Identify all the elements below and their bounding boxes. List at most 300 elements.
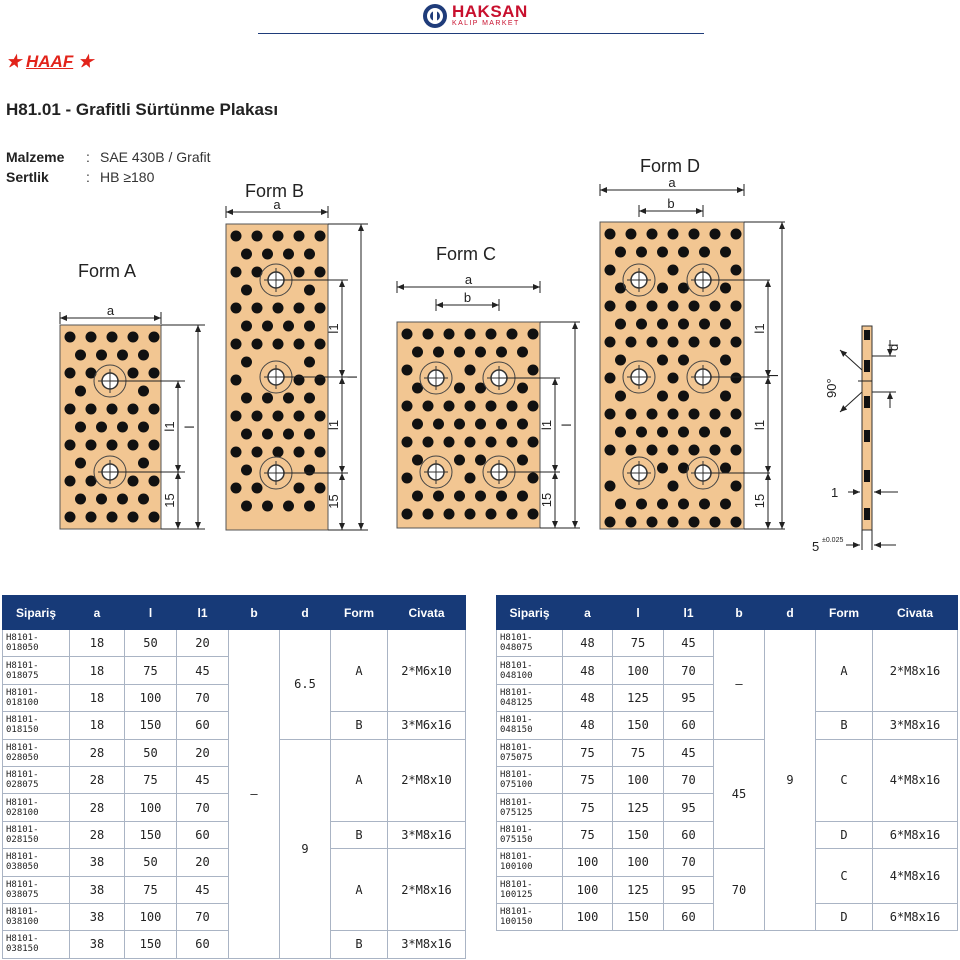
graphite-dot: [636, 247, 647, 258]
graphite-dot: [231, 303, 242, 314]
table-cell: 18: [70, 657, 125, 684]
graphite-dot: [710, 229, 721, 240]
graphite-dot: [412, 491, 423, 502]
dim-1-label: 1: [831, 485, 839, 500]
product-title: H81.01 - Grafitli Sürtünme Plakası: [6, 100, 279, 119]
technical-drawing: [0, 150, 960, 570]
colon: :: [86, 169, 90, 185]
table-cell: 75: [125, 766, 177, 793]
dimension-label: 15: [752, 493, 767, 509]
graphite-dot: [731, 265, 742, 276]
column-header: b: [229, 596, 280, 630]
table-cell: 9: [765, 630, 816, 931]
graphite-dot: [252, 303, 263, 314]
table-cell: 150: [613, 903, 664, 930]
order-table-right: [496, 595, 958, 931]
table-cell: 3*M8x16: [388, 931, 466, 958]
graphite-dot: [231, 375, 242, 386]
brand-logo: [6, 52, 93, 72]
graphite-dot: [138, 386, 149, 397]
graphite-dot: [710, 445, 721, 456]
graphite-dot: [636, 499, 647, 510]
table-cell: 9: [280, 739, 331, 958]
graphite-dot: [657, 355, 668, 366]
table-cell: 38: [70, 931, 125, 958]
graphite-dot: [496, 491, 507, 502]
table-cell: 28: [70, 794, 125, 821]
dimension-label: a: [273, 197, 281, 212]
graphite-dot: [517, 491, 528, 502]
graphite-dot: [636, 319, 647, 330]
graphite-dot: [107, 404, 118, 415]
table-cell: 3*M8x16: [873, 712, 958, 739]
table-cell: 2*M6x10: [388, 630, 466, 712]
table-cell: 95: [664, 876, 714, 903]
graphite-dot: [241, 285, 252, 296]
graphite-dot: [668, 229, 679, 240]
graphite-dot: [720, 319, 731, 330]
graphite-dot: [668, 445, 679, 456]
order-code-cell: H8101-075150: [497, 821, 563, 848]
graphite-dot: [626, 301, 637, 312]
order-code-cell: H8101-018100: [3, 684, 70, 711]
graphite-dot: [241, 321, 252, 332]
table-cell: 125: [613, 684, 664, 711]
graphite-dot: [444, 509, 455, 520]
order-code-cell: H8101-018150: [3, 712, 70, 739]
table-cell: 100: [563, 903, 613, 930]
graphite-dot: [710, 337, 721, 348]
graphite-dot: [273, 303, 284, 314]
order-code-cell: H8101-018050: [3, 630, 70, 657]
graphite-dot: [626, 517, 637, 528]
graphite-dot: [605, 265, 616, 276]
table-cell: A: [331, 630, 388, 712]
table-cell: 2*M8x10: [388, 739, 466, 821]
graphite-dot: [304, 321, 315, 332]
graphite-dot: [412, 419, 423, 430]
graphite-dot: [273, 339, 284, 350]
graphite-dot: [149, 332, 160, 343]
graphite-dot: [273, 411, 284, 422]
graphite-dot: [528, 473, 539, 484]
graphite-dot: [507, 329, 518, 340]
graphite-dot: [262, 501, 273, 512]
graphite-dot: [231, 483, 242, 494]
graphite-dot: [149, 368, 160, 379]
order-table-left: [2, 595, 466, 959]
column-header: b: [714, 596, 765, 630]
graphite-dot: [668, 409, 679, 420]
graphite-dot: [528, 509, 539, 520]
bolt-hole-icon: [623, 457, 655, 489]
table-cell: 75: [563, 766, 613, 793]
dimension-label: l1: [752, 419, 767, 431]
graphite-dot: [241, 465, 252, 476]
graphite-dot: [496, 419, 507, 430]
table-cell: 75: [563, 821, 613, 848]
table-cell: B: [816, 712, 873, 739]
graphite-dot: [241, 249, 252, 260]
graphite-dot: [657, 319, 668, 330]
graphite-dot: [86, 512, 97, 523]
table-cell: 18: [70, 684, 125, 711]
graphite-dot: [412, 455, 423, 466]
table-cell: 100: [125, 903, 177, 930]
graphite-dot: [304, 249, 315, 260]
column-header: a: [563, 596, 613, 630]
table-cell: 70: [664, 849, 714, 876]
graphite-dot: [128, 512, 139, 523]
table-cell: 100: [613, 657, 664, 684]
table-row: [497, 630, 958, 657]
table-cell: 18: [70, 630, 125, 657]
graphite-dot: [315, 339, 326, 350]
graphite-dot: [444, 329, 455, 340]
graphite-dot: [75, 494, 86, 505]
table-cell: 6.5: [280, 630, 331, 740]
graphite-dot: [636, 427, 647, 438]
graphite-dot: [304, 501, 315, 512]
graphite-dot: [423, 401, 434, 412]
graphite-dot: [96, 350, 107, 361]
column-header: l: [125, 596, 177, 630]
order-code-cell: H8101-048125: [497, 684, 563, 711]
graphite-dot: [128, 332, 139, 343]
graphite-dot: [507, 509, 518, 520]
graphite-dot: [699, 319, 710, 330]
column-header: l1: [664, 596, 714, 630]
dimension-label: a: [668, 175, 676, 190]
graphite-dot: [117, 422, 128, 433]
graphite-dot: [149, 404, 160, 415]
graphite-dot: [315, 411, 326, 422]
graphite-dot: [315, 231, 326, 242]
graphite-dot: [402, 401, 413, 412]
table-cell: 95: [664, 684, 714, 711]
graphite-dot: [149, 476, 160, 487]
order-code-cell: H8101-075100: [497, 766, 563, 793]
header-divider: [258, 33, 704, 34]
graphite-dot: [517, 455, 528, 466]
bolt-hole-icon: [623, 361, 655, 393]
graphite-dot: [315, 267, 326, 278]
column-header: Sipariş: [497, 596, 563, 630]
graphite-dot: [647, 517, 658, 528]
table-cell: 100: [125, 794, 177, 821]
table-cell: 45: [664, 630, 714, 657]
table-cell: 28: [70, 739, 125, 766]
table-cell: 50: [125, 739, 177, 766]
dimension-label: l: [345, 375, 360, 379]
form-a-label: Form A: [78, 261, 137, 281]
graphite-dot: [486, 437, 497, 448]
dimension-label: l1: [326, 419, 341, 431]
table-cell: 60: [664, 821, 714, 848]
dimension-label: a: [464, 272, 473, 287]
graphite-dot: [720, 283, 731, 294]
order-code-cell: H8101-038050: [3, 849, 70, 876]
graphite-dot: [241, 357, 252, 368]
graphite-dot: [304, 285, 315, 296]
graphite-dot: [294, 411, 305, 422]
graphite-dot: [252, 339, 263, 350]
graphite-dot: [507, 401, 518, 412]
graphite-dot: [668, 481, 679, 492]
table-cell: 45: [177, 766, 229, 793]
form-b-label: Form B: [245, 181, 305, 201]
graphite-dot: [402, 329, 413, 340]
graphite-dot: [689, 301, 700, 312]
order-code-cell: H8101-100125: [497, 876, 563, 903]
dim-5-label: 5: [812, 539, 820, 554]
graphite-dot: [507, 437, 518, 448]
graphite-dot: [412, 347, 423, 358]
table-cell: 60: [177, 712, 229, 739]
graphite-dot: [86, 404, 97, 415]
graphite-dot: [75, 350, 86, 361]
column-header: Sipariş: [3, 596, 70, 630]
graphite-dot: [241, 393, 252, 404]
graphite-dot: [517, 347, 528, 358]
table-cell: 38: [70, 876, 125, 903]
graphite-dot: [678, 319, 689, 330]
graphite-dot: [689, 517, 700, 528]
graphite-dot: [517, 419, 528, 430]
graphite-dot: [626, 445, 637, 456]
dimension-label: l1: [162, 421, 177, 432]
table-cell: 100: [125, 684, 177, 711]
dimension-label: 15: [539, 492, 554, 508]
table-cell: 45: [177, 657, 229, 684]
table-cell: D: [816, 903, 873, 930]
graphite-dot: [615, 499, 626, 510]
graphite-dot: [699, 427, 710, 438]
table-cell: C: [816, 849, 873, 904]
order-code-cell: H8101-028100: [3, 794, 70, 821]
table-cell: 20: [177, 630, 229, 657]
graphite-dot: [304, 393, 315, 404]
graphite-dot: [231, 339, 242, 350]
graphite-dot: [465, 509, 476, 520]
graphite-dot: [626, 229, 637, 240]
graphite-dot: [699, 499, 710, 510]
hardness-label: Sertlik: [6, 169, 49, 185]
column-header: a: [70, 596, 125, 630]
graphite-dot: [720, 463, 731, 474]
table-cell: 95: [664, 794, 714, 821]
graphite-dot: [668, 301, 679, 312]
graphite-dot: [720, 427, 731, 438]
graphite-dot: [75, 422, 86, 433]
graphite-dot: [294, 447, 305, 458]
graphite-dot: [444, 401, 455, 412]
table-row: [497, 739, 958, 766]
graphite-dot: [294, 303, 305, 314]
graphite-dot: [720, 391, 731, 402]
column-header: Civata: [388, 596, 466, 630]
graphite-dot: [315, 483, 326, 494]
table-cell: –: [229, 630, 280, 959]
graphite-dot: [720, 247, 731, 258]
graphite-dot: [283, 501, 294, 512]
graphite-dot: [423, 329, 434, 340]
star-icon: ★: [77, 52, 94, 71]
order-code-cell: H8101-100100: [497, 849, 563, 876]
graphite-dot: [315, 303, 326, 314]
graphite-dot: [465, 365, 476, 376]
dimension-label: l: [182, 425, 197, 429]
graphite-dot: [605, 373, 616, 384]
table-cell: 6*M8x16: [873, 903, 958, 930]
table-cell: D: [816, 821, 873, 848]
table-cell: 150: [125, 931, 177, 958]
graphite-dot: [475, 455, 486, 466]
dimension-label: b: [667, 196, 675, 211]
table-cell: 2*M8x16: [873, 630, 958, 712]
table-cell: 38: [70, 903, 125, 930]
dim-d-label: d: [886, 343, 901, 351]
table-cell: 45: [177, 876, 229, 903]
graphite-dot: [657, 283, 668, 294]
graphite-dot: [475, 419, 486, 430]
graphite-dot: [231, 447, 242, 458]
graphite-dot: [668, 517, 679, 528]
graphite-dot: [647, 301, 658, 312]
order-code-cell: H8101-028150: [3, 821, 70, 848]
graphite-dot: [605, 409, 616, 420]
graphite-dot: [138, 350, 149, 361]
graphite-dot: [615, 319, 626, 330]
graphite-dot: [273, 231, 284, 242]
dimension-label: l: [766, 374, 781, 377]
table-cell: 70: [177, 903, 229, 930]
colon: :: [86, 149, 90, 165]
graphite-dot: [528, 437, 539, 448]
table-cell: A: [331, 739, 388, 821]
table-cell: 75: [125, 876, 177, 903]
graphite-dot: [465, 401, 476, 412]
graphite-dot: [678, 391, 689, 402]
graphite-dot: [668, 337, 679, 348]
graphite-dot: [647, 337, 658, 348]
table-cell: C: [816, 739, 873, 821]
graphite-dot: [486, 401, 497, 412]
graphite-dot: [304, 429, 315, 440]
table-cell: A: [331, 849, 388, 931]
table-cell: –: [714, 630, 765, 740]
column-header: Civata: [873, 596, 958, 630]
table-cell: 48: [563, 657, 613, 684]
graphite-dot: [496, 347, 507, 358]
graphite-dot: [273, 447, 284, 458]
table-cell: 70: [714, 849, 765, 931]
graphite-dot: [107, 440, 118, 451]
graphite-dot: [304, 357, 315, 368]
table-cell: B: [331, 821, 388, 848]
graphite-dot: [731, 301, 742, 312]
table-cell: 18: [70, 712, 125, 739]
table-cell: 125: [613, 876, 664, 903]
graphite-dot: [615, 427, 626, 438]
order-code-cell: H8101-100150: [497, 903, 563, 930]
table-cell: 4*M8x16: [873, 739, 958, 821]
graphite-dot: [315, 447, 326, 458]
graphite-dot: [605, 517, 616, 528]
table-cell: 48: [563, 630, 613, 657]
graphite-dot: [294, 231, 305, 242]
graphite-dot: [65, 368, 76, 379]
graphite-dot: [252, 447, 263, 458]
graphite-dot: [138, 422, 149, 433]
graphite-dot: [294, 339, 305, 350]
graphite-dot: [65, 332, 76, 343]
table-cell: 100: [563, 876, 613, 903]
form-c-label: Form C: [436, 244, 496, 264]
graphite-dot: [283, 321, 294, 332]
table-cell: 75: [613, 630, 664, 657]
brand-name: HAAF: [25, 52, 74, 71]
table-cell: 45: [714, 739, 765, 849]
graphite-dot: [294, 483, 305, 494]
graphite-dot: [647, 229, 658, 240]
table-cell: 20: [177, 849, 229, 876]
graphite-dot: [615, 283, 626, 294]
graphite-dot: [454, 455, 465, 466]
graphite-dot: [423, 437, 434, 448]
table-cell: 75: [563, 794, 613, 821]
graphite-dot: [128, 404, 139, 415]
graphite-dot: [486, 329, 497, 340]
table-cell: 150: [613, 821, 664, 848]
hardness-value: HB ≥180: [100, 169, 155, 185]
graphite-dot: [107, 332, 118, 343]
graphite-dot: [689, 409, 700, 420]
column-header: d: [280, 596, 331, 630]
graphite-dot: [283, 249, 294, 260]
order-code-cell: H8101-018075: [3, 657, 70, 684]
table-cell: 70: [664, 657, 714, 684]
graphite-dot: [86, 440, 97, 451]
graphite-dot: [720, 499, 731, 510]
graphite-dot: [423, 509, 434, 520]
table-cell: 70: [664, 766, 714, 793]
graphite-dot: [454, 419, 465, 430]
graphite-dot: [668, 265, 679, 276]
graphite-dot: [231, 411, 242, 422]
graphite-dot: [86, 332, 97, 343]
table-cell: 75: [563, 739, 613, 766]
table-cell: 75: [125, 657, 177, 684]
table-cell: 38: [70, 849, 125, 876]
graphite-dot: [117, 350, 128, 361]
graphite-dot: [657, 391, 668, 402]
material-label: Malzeme: [6, 149, 65, 165]
graphite-dot: [231, 231, 242, 242]
graphite-dot: [454, 347, 465, 358]
graphite-dot: [657, 499, 668, 510]
graphite-dot: [454, 383, 465, 394]
graphite-dot: [138, 494, 149, 505]
graphite-dot: [262, 321, 273, 332]
graphite-dot: [262, 393, 273, 404]
table-row: [497, 849, 958, 876]
table-cell: 28: [70, 821, 125, 848]
graphite-dot: [96, 494, 107, 505]
graphite-dot: [710, 517, 721, 528]
graphite-dot: [605, 337, 616, 348]
column-header: l: [613, 596, 664, 630]
